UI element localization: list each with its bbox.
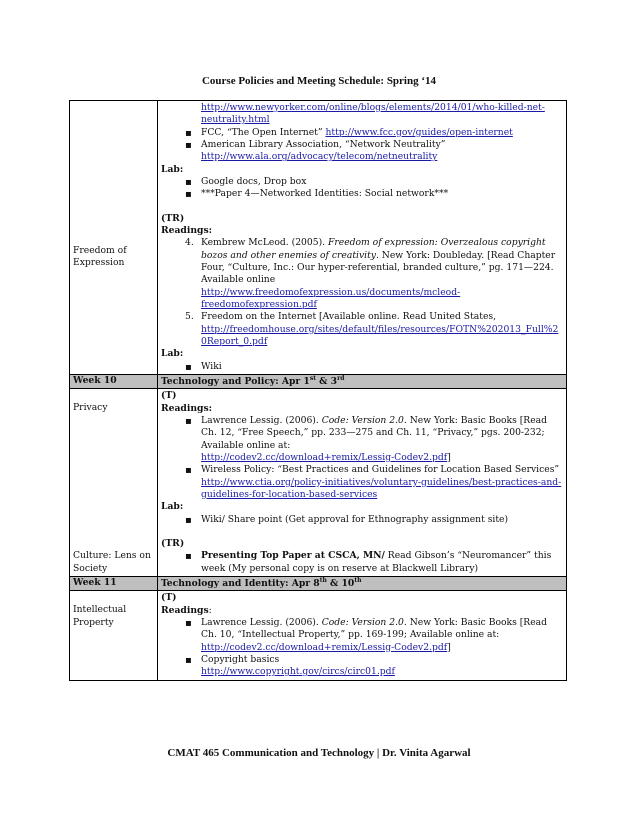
schedule-table: [69, 100, 567, 681]
list-item: ▪ Wiki: [201, 361, 563, 373]
link[interactable]: http://www.freedomofexpression.us/documents/mcleod-freedomofexpression.pdf: [201, 286, 461, 310]
topic-cell: [70, 591, 158, 680]
session-label: (T): [161, 592, 177, 604]
readings-label: Readings:: [161, 604, 212, 616]
list-item: ▪ Copyright basics http://www.copyright.gov/circs/circ01.pdf: [201, 654, 563, 679]
topic-label: Privacy: [73, 402, 108, 414]
readings-label: Readings:: [161, 402, 213, 414]
page-header: Course Policies and Meeting Schedule: Spring ‘14: [201, 75, 437, 87]
week-header-row: [70, 374, 567, 388]
list-item: ▪ American Library Association, “Network Neutrality” http://www.ala.org/advocacy/telecom/netneutrality: [201, 139, 563, 164]
session-label: (TR): [161, 537, 185, 549]
lab-label: Lab:: [161, 163, 184, 175]
table-row: [70, 389, 567, 577]
topic-label: Freedom of Expression: [73, 244, 127, 268]
link[interactable]: http://www.ala.org/advocacy/telecom/netneutrality: [201, 151, 438, 163]
link[interactable]: http://www.newyorker.com/online/blogs/elements/2014/01/who-killed-net-neutrality.html: [201, 102, 545, 126]
topic-label: Culture: Lens on Society: [73, 550, 151, 574]
link[interactable]: http://www.fcc.gov/guides/open-internet: [325, 126, 513, 138]
lab-label: Lab:: [161, 348, 184, 360]
session-label: (TR): [161, 212, 185, 224]
list-item: 4. Kembrew McLeod. (2005). Freedom of expression: Overzealous copyright bozos and other enemies of creativity. New York: Doubleday. [Read Chapter Four, “Culture, Inc.: Our hyper-referential, branded culture,” pg. 171—224. Available online http://www.freedomofexpression.us/documents/mcleod-freedomofexpression.pdf: [185, 237, 556, 310]
table-row: [70, 591, 567, 680]
list-item: ▪ Lawrence Lessig. (2006). Code: Version 2.0. New York: Basic Books [Read Ch. 10, “Intellectual Property,” pp. 169-199; Available online at: http://codev2.cc/download+remix/Lessig-Codev2.pdf]: [201, 617, 563, 654]
list-item: ▪ Wiki/ Share point (Get approval for Ethnography assignment site): [201, 514, 563, 526]
link[interactable]: http://codev2.cc/download+remix/Lessig-Codev2.pdf: [201, 451, 448, 463]
page-footer: CMAT 465 Communication and Technology | Dr. Vinita Agarwal: [167, 747, 471, 759]
link[interactable]: http://codev2.cc/download+remix/Lessig-Codev2.pdf: [201, 641, 448, 653]
content-cell: [158, 389, 567, 577]
list-item: ▪ Wireless Policy: “Best Practices and Guidelines for Location Based Services” http://www.ctia.org/policy-initiatives/voluntary-guidelines/best-practices-and-guidelines-for-location-based-services: [201, 464, 563, 501]
list-item: ▪ Lawrence Lessig. (2006). Code: Version 2.0. New York: Basic Books [Read Ch. 12, “Free Speech,” pp. 233—275 and Ch. 11, “Privacy,” pgs. 200-232; Available online at: http://codev2.cc/download+remix/Lessig-Codev2.pdf]: [201, 415, 563, 464]
list-item: 5. Freedom on the Internet [Available online. Read United States, http://freedomhouse.org/sites/default/files/resources/FOTN%202013_Full%20Report_0.pdf: [185, 311, 559, 347]
link[interactable]: http://freedomhouse.org/sites/default/files/resources/FOTN%202013_Full%20Report_0.pdf: [201, 323, 559, 347]
week-header-row: [70, 576, 567, 590]
list-item: ▪ Google docs, Drop box: [201, 176, 563, 188]
list-item: ▪ Presenting Top Paper at CSCA, MN/ Read Gibson’s “Neuromancer” this week (My personal copy is on reserve at Blackwell Library): [201, 550, 563, 575]
week-title: Technology and Identity: Apr 8th & 10th: [158, 576, 567, 590]
link[interactable]: http://www.ctia.org/policy-initiatives/voluntary-guidelines/best-practices-and-guidelines-for-location-based-services: [201, 476, 562, 500]
week-label: Week 10: [70, 374, 158, 388]
content-cell: [158, 101, 567, 375]
table-row: [70, 101, 567, 375]
content-cell: [158, 591, 567, 680]
topic-cell: [70, 389, 158, 577]
week-label: Week 11: [70, 576, 158, 590]
list-item: ▪ ***Paper 4—Networked Identities: Social network***: [201, 188, 563, 200]
lab-label: Lab:: [161, 501, 184, 513]
session-label: (T): [161, 390, 177, 402]
link[interactable]: http://www.copyright.gov/circs/circ01.pdf: [201, 666, 395, 678]
list-item: ▪ FCC, “The Open Internet” http://www.fcc.gov/guides/open-internet: [201, 127, 563, 139]
readings-label: Readings:: [161, 224, 213, 236]
topic-label: Intellectual Property: [73, 604, 127, 628]
week-title: Technology and Policy: Apr 1st & 3rd: [158, 374, 567, 388]
topic-cell: [70, 101, 158, 375]
